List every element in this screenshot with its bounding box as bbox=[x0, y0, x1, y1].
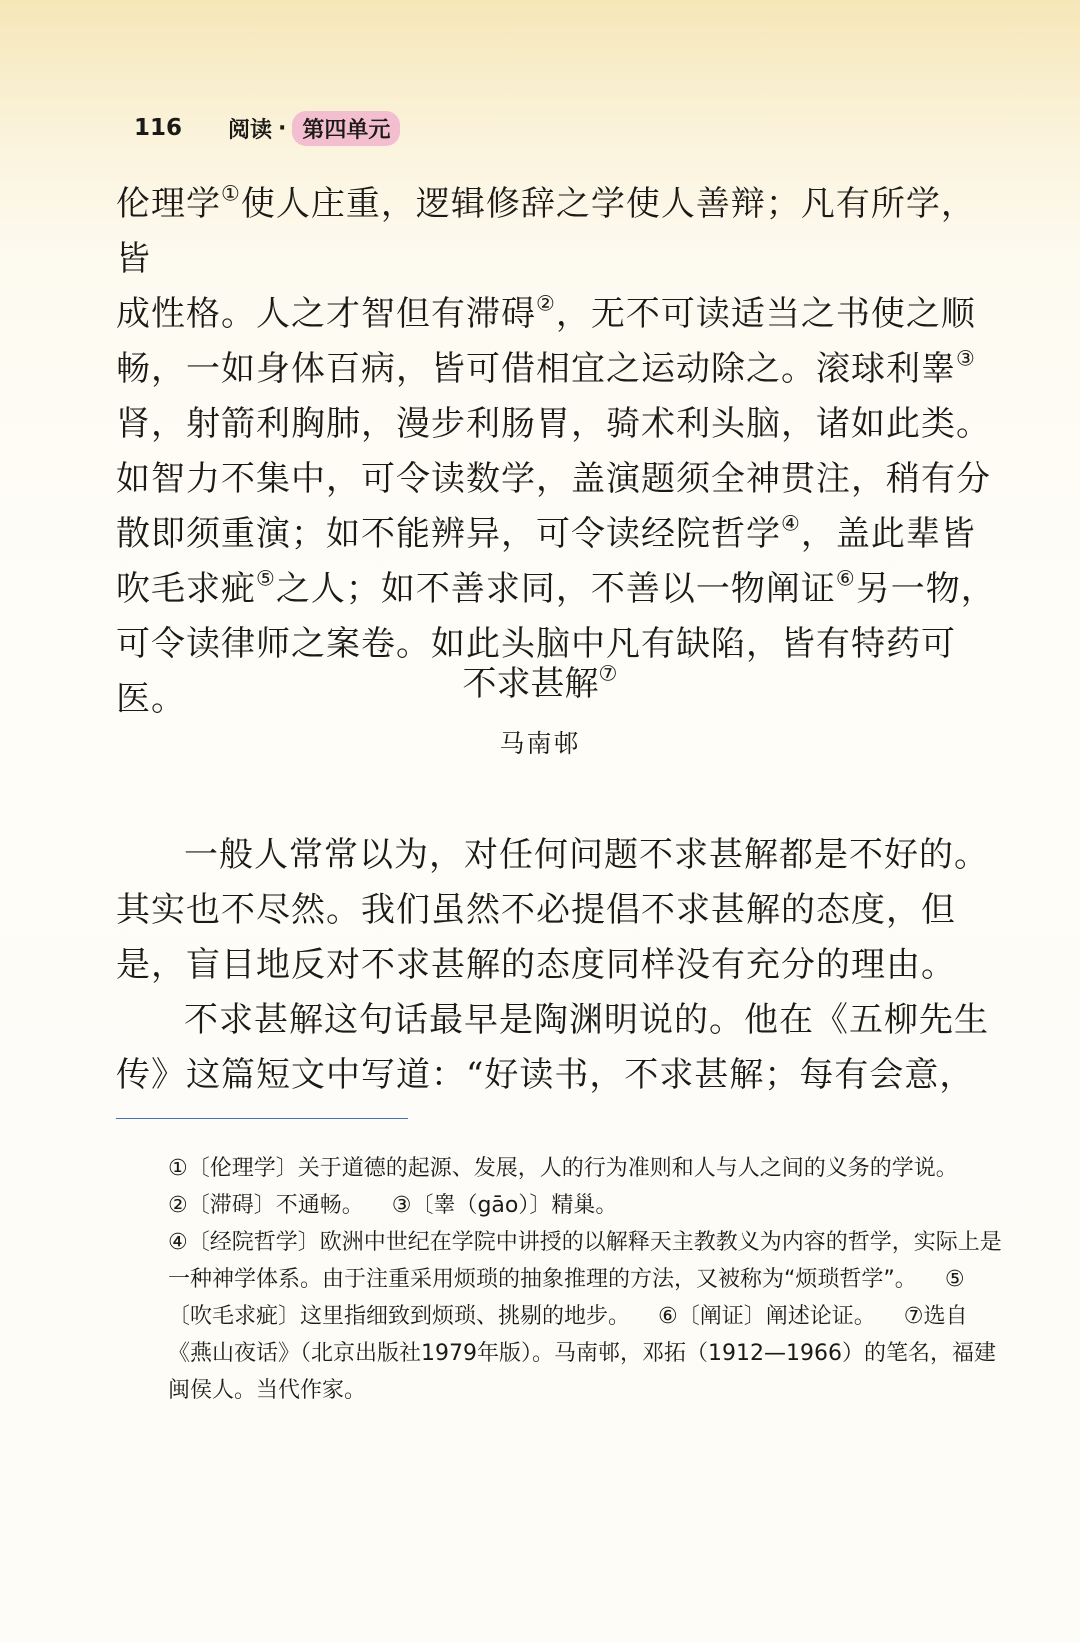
footnote-ref: ④ bbox=[781, 510, 801, 536]
unit-badge: 第四单元 bbox=[292, 111, 400, 146]
article-body bbox=[116, 828, 1004, 1103]
passage-line: 成性格。人之才智但有滞碍②，无不可读适当之书使之顺 bbox=[116, 290, 976, 334]
footnote-group-1 bbox=[168, 1150, 1004, 1224]
passage-line: 畅，一如身体百病，皆可借相宜之运动除之。滚球利睾③ bbox=[116, 345, 976, 389]
footnote-6: ⑥〔阐证〕阐述论证。 bbox=[658, 1304, 876, 1329]
footnotes bbox=[168, 1150, 1004, 1409]
passage-continuation bbox=[116, 177, 1004, 727]
article-title: 不求甚解⑦ bbox=[462, 660, 618, 704]
footnote-ref: ⑥ bbox=[835, 565, 856, 591]
title-footnote-ref: ⑦ bbox=[598, 660, 618, 686]
footnote-4: ④〔经院哲学〕欧洲中世纪在学院中讲授的以解释天主教教义为内容的哲学，实际上是一种神学体系。由于注重采用烦琐的抽象推理的方法，又被称为“烦琐哲学”。 bbox=[168, 1230, 1002, 1292]
passage-line: 如智力不集中，可令读数学，盖演题须全神贯注，稍有分 bbox=[116, 459, 991, 499]
page-header bbox=[134, 108, 400, 148]
footnote-5: ⑤〔吹毛求疵〕这里指细致到烦琐、挑剔的地步。 bbox=[168, 1267, 965, 1329]
page-number: 116 bbox=[134, 115, 183, 141]
footnote-ref: ① bbox=[221, 180, 241, 206]
footnote-2: ②〔滞碍〕不通畅。 bbox=[168, 1193, 364, 1218]
article-paragraph-1: 一般人常常以为，对任何问题不求甚解都是不好的。其实也不尽然。我们虽然不必提倡不求甚解的态度，但是，盲目地反对不求甚解的态度同样没有充分的理由。 bbox=[116, 835, 989, 985]
footnote-ref: ③ bbox=[956, 345, 976, 371]
footnote-divider bbox=[116, 1118, 408, 1119]
passage-line: 散即须重演；如不能辨异，可令读经院哲学④，盖此辈皆 bbox=[116, 510, 976, 554]
footnote-7: ⑦选自《燕山夜话》（北京出版社1979年版）。马南邨，邓拓（1912—1966）的笔名，福建闽侯人。当代作家。 bbox=[168, 1304, 996, 1403]
header-separator: · bbox=[278, 115, 287, 141]
passage-line: 可令读律师之案卷。如此头脑中凡有缺陷，皆有特药可医。 bbox=[116, 624, 956, 719]
footnote-1: ①〔伦理学〕关于道德的起源、发展，人的行为准则和人与人之间的义务的学说。 bbox=[168, 1156, 958, 1181]
footnote-ref: ② bbox=[536, 290, 556, 316]
article-paragraph-2: 不求甚解这句话最早是陶渊明说的。他在《五柳先生传》这篇短文中写道：“好读书，不求甚解；每有会意， bbox=[116, 1000, 989, 1095]
footnote-group-2 bbox=[168, 1224, 1004, 1409]
passage-line: 吹毛求疵⑤之人；如不善求同，不善以一物阐证⑥另一物， bbox=[116, 565, 996, 609]
article-author: 马南邨 bbox=[499, 729, 581, 758]
section-label: 阅读 bbox=[228, 117, 273, 143]
footnote-3: ③〔睾（gāo）〕精巢。 bbox=[391, 1193, 618, 1218]
passage-line: 伦理学①使人庄重，逻辑修辞之学使人善辩；凡有所学，皆 bbox=[116, 180, 976, 279]
passage-line: 肾，射箭利胸肺，漫步利肠胃，骑术利头脑，诸如此类。 bbox=[116, 404, 991, 444]
footnote-ref: ⑤ bbox=[256, 565, 276, 591]
